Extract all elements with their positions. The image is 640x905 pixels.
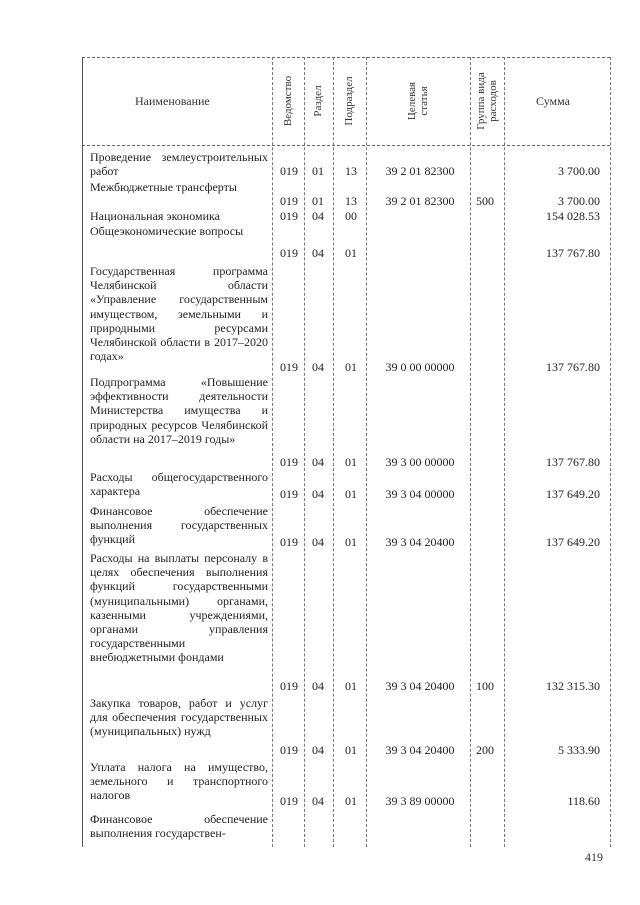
- row-gruppa: 100: [476, 679, 494, 693]
- row-razdel: 04: [312, 794, 324, 808]
- table-left-border: [82, 57, 83, 847]
- row-summa: 118.60: [567, 794, 600, 808]
- header-name: Наименование: [135, 94, 210, 108]
- row-razdel: 04: [312, 246, 324, 260]
- row-celevaya: 39 3 04 20400: [385, 743, 455, 757]
- row-podrazdel: 01: [345, 679, 357, 693]
- header-summa: Сумма: [536, 94, 570, 108]
- row-name: Уплата налога на имущество, земельного и транспортного налогов: [90, 760, 268, 803]
- row-summa: 3 700.00: [558, 164, 600, 178]
- row-ved: 019: [280, 535, 298, 549]
- row-podrazdel: 01: [345, 535, 357, 549]
- row-razdel: 04: [312, 209, 324, 223]
- column-divider: [366, 57, 367, 847]
- row-razdel: 04: [312, 455, 324, 469]
- row-celevaya: 39 3 00 00000: [385, 455, 455, 469]
- row-summa: 137 767.80: [546, 360, 600, 374]
- row-name: Национальная экономика: [90, 209, 220, 223]
- row-ved: 019: [280, 794, 298, 808]
- row-summa: 137 649.20: [546, 487, 600, 501]
- row-celevaya: 39 0 00 00000: [385, 360, 455, 374]
- row-podrazdel: 01: [345, 743, 357, 757]
- row-name: Подпрограмма «Повышение эффективности деятельности Министерства имущества и природных ресурсов Челябинской области на 2017–2019 годы»: [90, 375, 268, 446]
- row-name: Общеэкономические вопросы: [90, 224, 244, 238]
- row-name: Межбюджетные трансферты: [90, 180, 237, 194]
- header-bottom-border: [82, 145, 610, 146]
- row-summa: 5 333.90: [558, 743, 600, 757]
- row-razdel: 01: [312, 194, 324, 208]
- row-podrazdel: 00: [345, 209, 357, 223]
- row-ved: 019: [280, 455, 298, 469]
- header-celevaya: Целевая статья: [406, 81, 430, 121]
- column-divider: [333, 57, 334, 847]
- row-ved: 019: [280, 487, 298, 501]
- row-name: Закупка товаров, работ и услуг для обеспечения государственных (муниципальных) нужд: [90, 696, 268, 739]
- row-name: Финансовое обеспечение выполнения государственных функций: [90, 504, 268, 547]
- row-ved: 019: [280, 164, 298, 178]
- row-name: Расходы общегосударственного характера: [90, 470, 268, 499]
- column-divider: [272, 57, 273, 847]
- row-summa: 3 700.00: [558, 194, 600, 208]
- header-ved: Ведомство: [282, 75, 294, 127]
- row-celevaya: 39 3 04 20400: [385, 535, 455, 549]
- row-razdel: 04: [312, 360, 324, 374]
- row-podrazdel: 13: [345, 164, 357, 178]
- row-podrazdel: 01: [345, 455, 357, 469]
- row-summa: 132 315.30: [546, 679, 600, 693]
- row-razdel: 04: [312, 487, 324, 501]
- row-podrazdel: 01: [345, 246, 357, 260]
- row-celevaya: 39 3 04 00000: [385, 487, 455, 501]
- table-right-border: [610, 57, 611, 847]
- row-gruppa: 200: [476, 743, 494, 757]
- row-ved: 019: [280, 194, 298, 208]
- page-number: 419: [585, 850, 603, 864]
- row-ved: 019: [280, 209, 298, 223]
- row-ved: 019: [280, 360, 298, 374]
- row-summa: 137 767.80: [546, 455, 600, 469]
- row-name: Финансовое обеспечение выполнения государствен-: [90, 812, 268, 841]
- row-summa: 137 767.80: [546, 246, 600, 260]
- row-name: Расходы на выплаты персоналу в целях обеспечения выполнения функций государственными (муниципальными) органами, казенными учреждениями, органами управления государственными внебюджетными фондами: [90, 551, 268, 665]
- column-divider: [504, 57, 505, 847]
- column-divider: [470, 57, 471, 847]
- header-razdel: Раздел: [312, 85, 324, 117]
- row-celevaya: 39 3 89 00000: [385, 794, 455, 808]
- row-name: Государственная программа Челябинской области «Управление государственным имуществом, земельными и природными ресурсами Челябинской области в 2017–2020 годах»: [90, 264, 268, 364]
- column-divider: [304, 57, 305, 847]
- row-summa: 137 649.20: [546, 535, 600, 549]
- row-celevaya: 39 3 04 20400: [385, 679, 455, 693]
- row-razdel: 04: [312, 535, 324, 549]
- row-razdel: 01: [312, 164, 324, 178]
- row-podrazdel: 01: [345, 487, 357, 501]
- row-razdel: 04: [312, 679, 324, 693]
- row-razdel: 04: [312, 743, 324, 757]
- row-podrazdel: 13: [345, 194, 357, 208]
- row-podrazdel: 01: [345, 794, 357, 808]
- row-podrazdel: 01: [345, 360, 357, 374]
- row-gruppa: 500: [476, 194, 494, 208]
- row-summa: 154 028.53: [546, 209, 600, 223]
- row-ved: 019: [280, 246, 298, 260]
- table-top-border: [82, 57, 610, 58]
- row-celevaya: 39 2 01 82300: [385, 164, 455, 178]
- header-podrazdel: Подраздел: [343, 76, 355, 126]
- row-ved: 019: [280, 743, 298, 757]
- row-name: Проведение землеустроительных работ: [90, 150, 268, 179]
- row-celevaya: 39 2 01 82300: [385, 194, 455, 208]
- row-ved: 019: [280, 679, 298, 693]
- header-gruppa: Группа вида расходов: [475, 72, 499, 130]
